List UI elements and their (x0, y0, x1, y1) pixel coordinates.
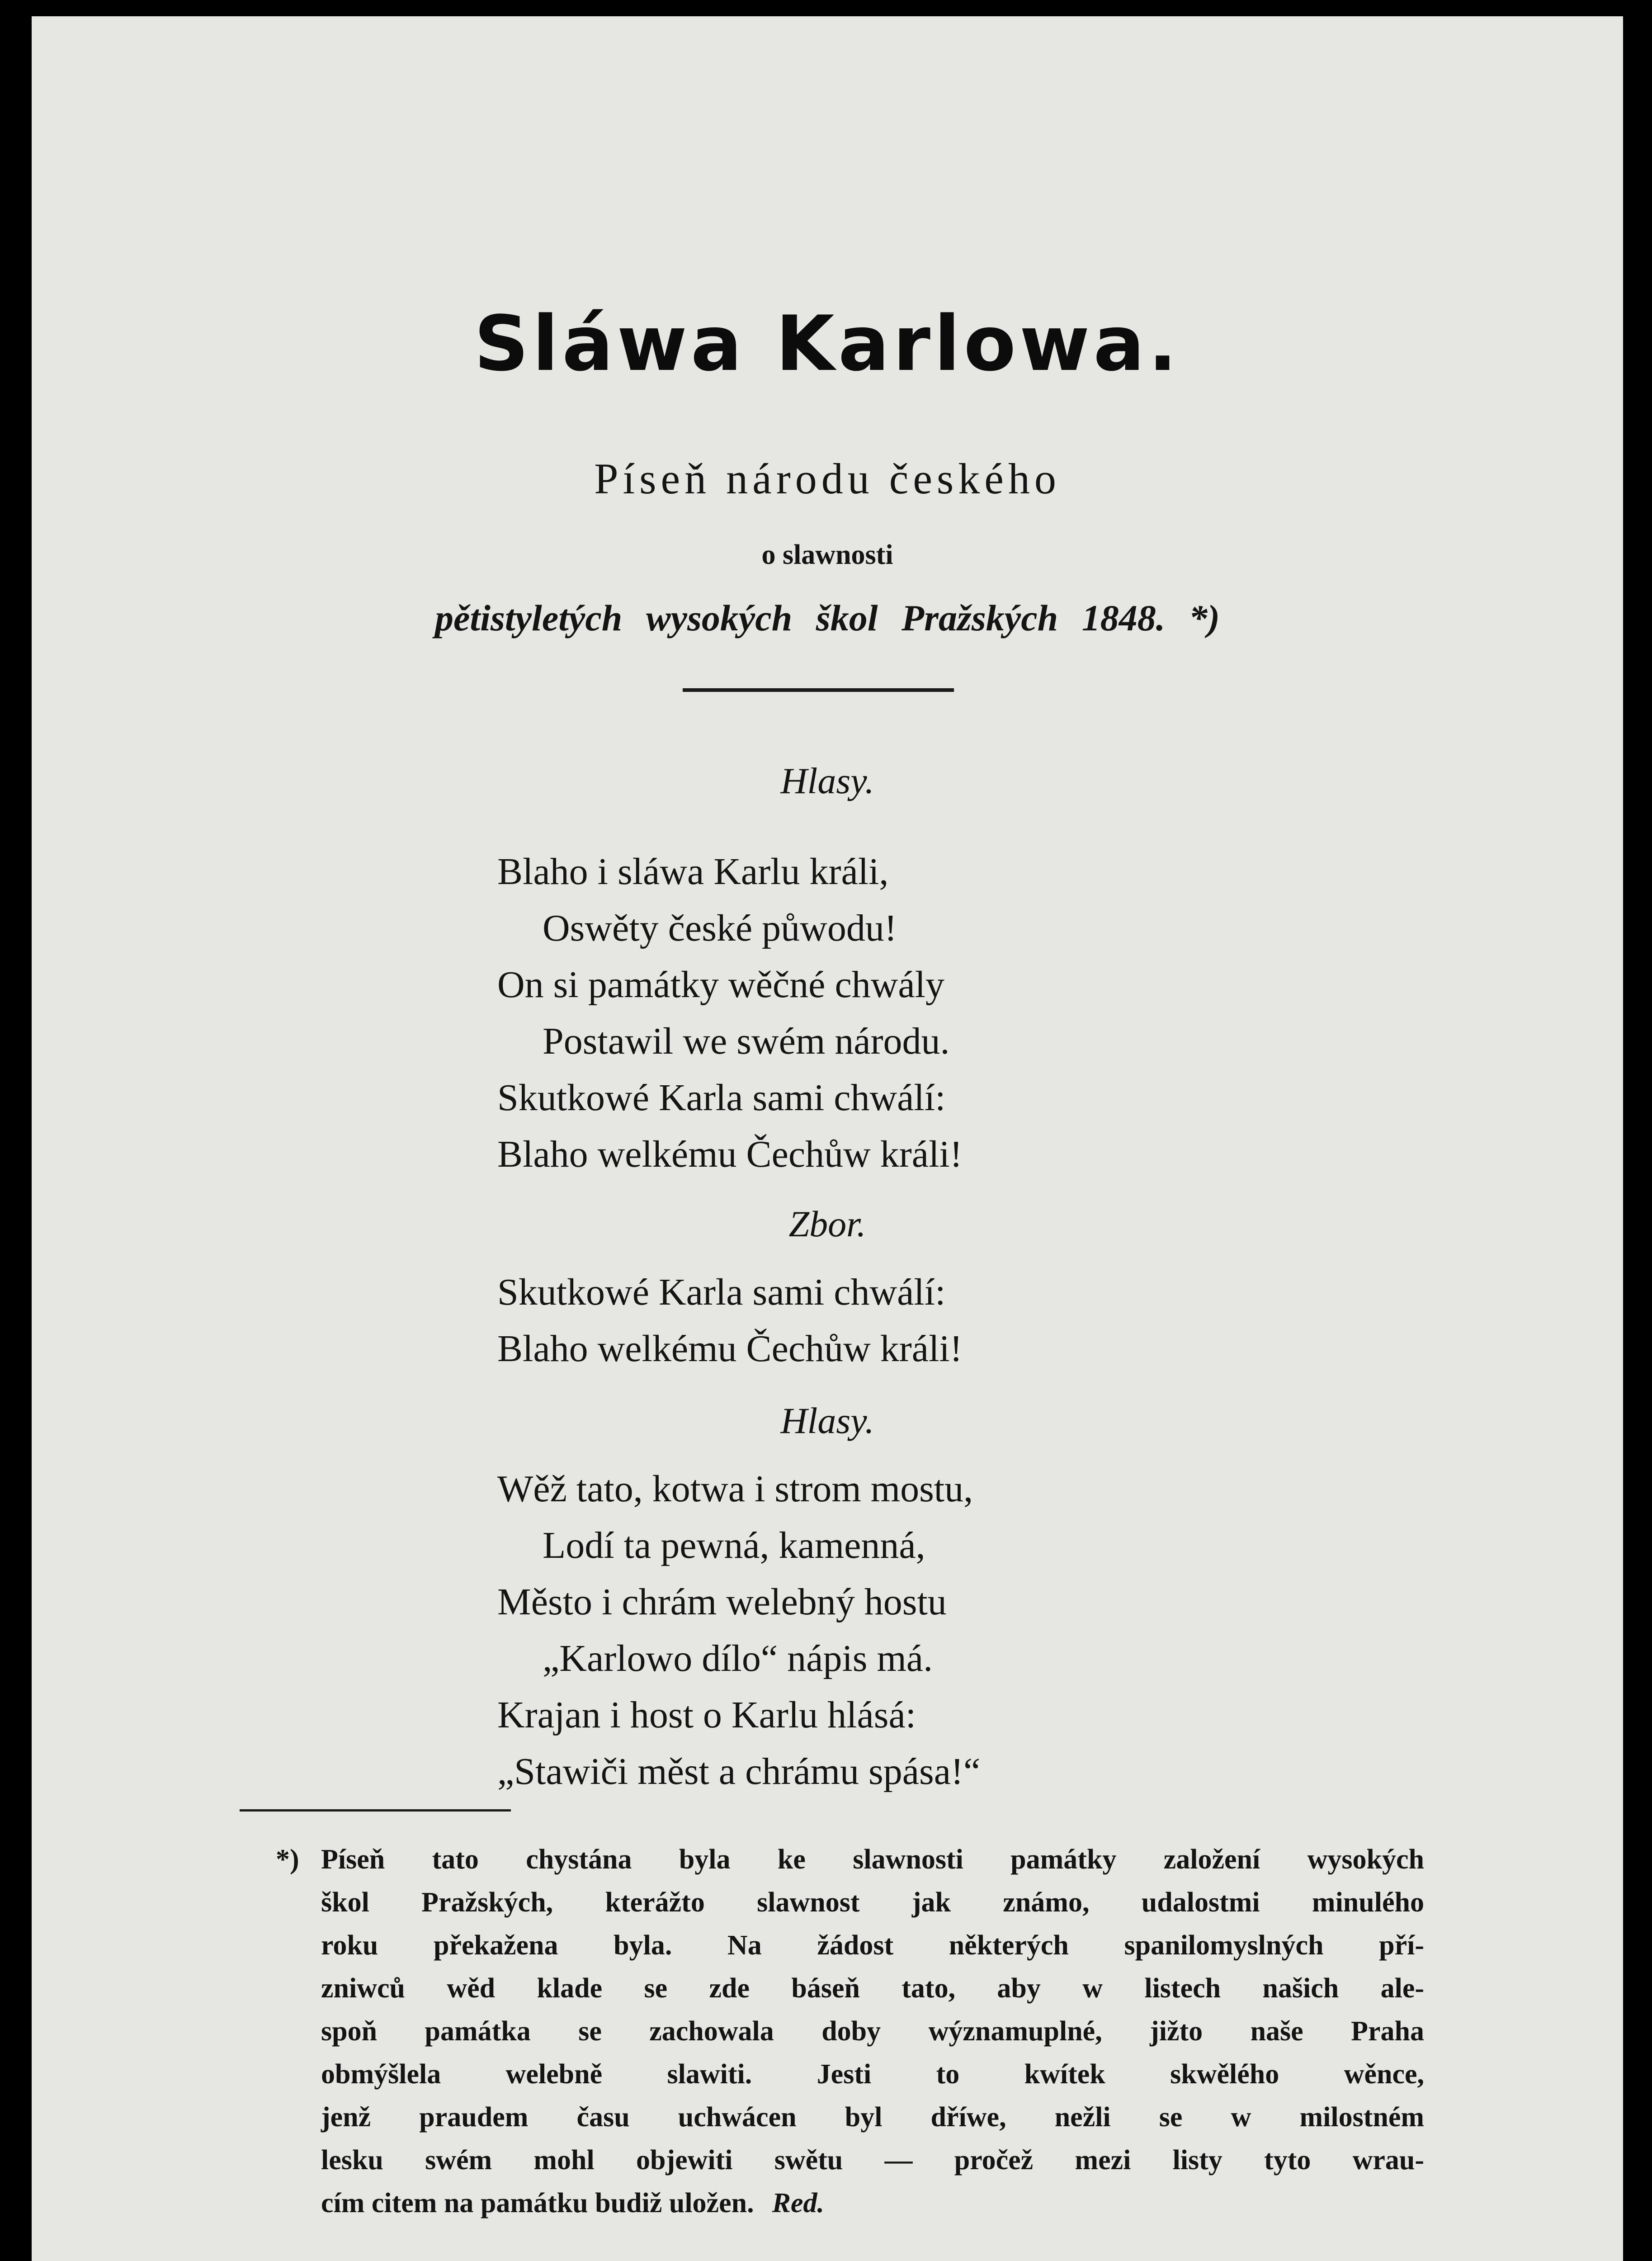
stanza-3-line-1: Wěž tato, kotwa i strom mostu, (497, 1468, 973, 1510)
stanza-2-line-2: Blaho welkému Čechůw králi! (497, 1328, 963, 1370)
stanza-3-line-5: Krajan i host o Karlu hlásá: (497, 1694, 916, 1736)
stanza-3-line-6: „Stawiči měst a chrámu spása!“ (497, 1750, 981, 1793)
stanza-1-speaker: Hlasy. (780, 760, 874, 801)
footnote-line-5: spoň památka se zachowala doby wýznamuplné, jižto naše Praha (321, 2016, 1424, 2047)
footnote-rule (240, 1809, 511, 1812)
footnote-line-7: jenž praudem času uchwácen byl dříwe, nežli se w milostném (321, 2102, 1424, 2133)
footnote-line-2: škol Pražských, kterážto slawnost jak známo, udalostmi minulého (321, 1887, 1424, 1918)
footnote-line-9-text: cím citem na památku budiž uložen. (321, 2188, 754, 2218)
poem-subtitle: Píseň národu českého (594, 454, 1061, 503)
stanza-1-line-1: Blaho i sláwa Karlu králi, (497, 851, 889, 893)
stanza-1-line-6: Blaho welkému Čechůw králi! (497, 1133, 963, 1175)
footnote-line-1: Píseň tato chystána byla ke slawnosti památky založení wysokých (321, 1844, 1424, 1875)
title-rule (683, 688, 954, 692)
stanza-2-speaker: Zbor. (788, 1203, 866, 1244)
stanza-1-line-3: On si památky wěčné chwály (497, 964, 945, 1006)
stanza-3-line-2: Lodí ta pewná, kamenná, (543, 1524, 925, 1566)
footnote-line-9 (321, 2189, 1424, 2217)
stanza-1-line-5: Skutkowé Karla sami chwálí: (497, 1077, 946, 1119)
stanza-2-line-1: Skutkowé Karla sami chwálí: (497, 1271, 946, 1313)
footnote-signature: Red. (772, 2188, 824, 2218)
stanza-1-line-2: Oswěty české půwodu! (543, 907, 897, 949)
stanza-1-line-4: Postawil we swém národu. (543, 1020, 950, 1062)
stanza-3-line-3: Město i chrám welebný hostu (497, 1581, 947, 1623)
poem-title: Sláwa Karlowa. (474, 299, 1181, 388)
scanned-page (32, 16, 1623, 2261)
footnote-line-6: obmýšlela welebně slawiti. Jesti to kwítek skwělého wěnce, (321, 2059, 1424, 2090)
footnote-line-3: roku překažena byla. Na žádost některých spanilomyslných pří- (321, 1930, 1424, 1961)
stanza-3-speaker: Hlasy. (780, 1400, 874, 1441)
occasion-line: o slawnosti (761, 539, 893, 570)
footnote-mark: *) (276, 1844, 299, 1875)
dedication-line: pětistyletých wysokých škol Pražských 1848. *) (434, 597, 1220, 639)
footnote-line-4: zniwců wěd klade se zde báseň tato, aby w listech našich ale- (321, 1973, 1424, 2004)
footnote-line-8: lesku swém mohl objewiti swětu — pročež mezi listy tyto wrau- (321, 2145, 1424, 2176)
stanza-3-line-4: „Karlowo dílo“ nápis má. (543, 1637, 933, 1679)
